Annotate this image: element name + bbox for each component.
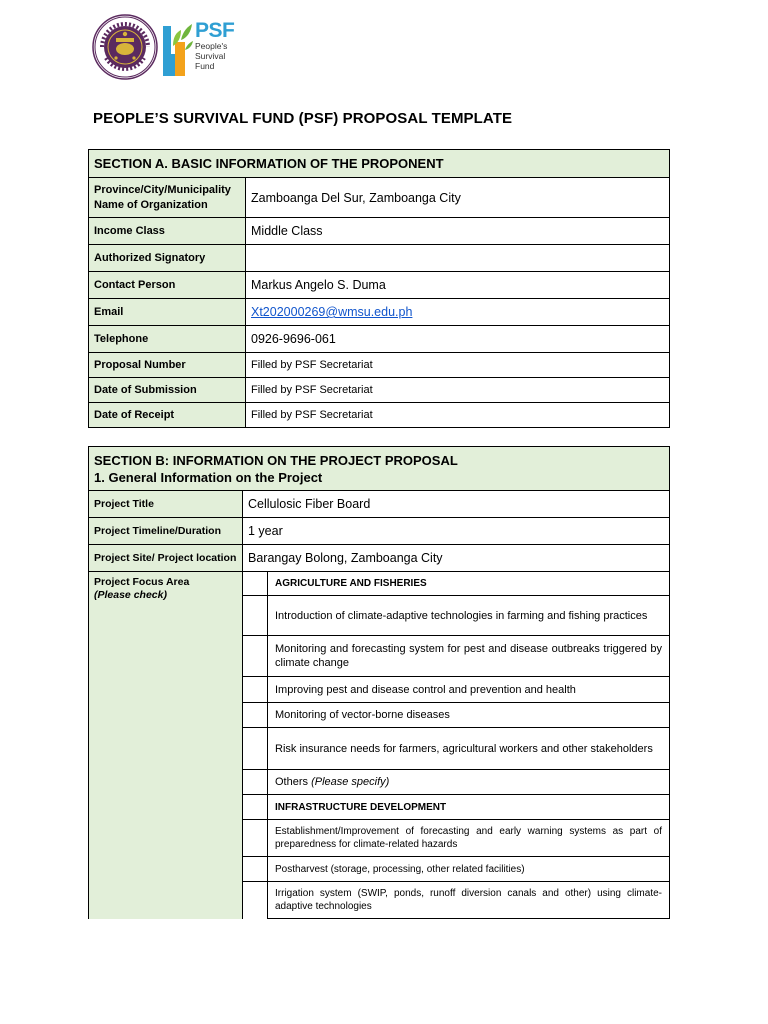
option-risk-insurance: Risk insurance needs for farmers, agricultural workers and other stakeholders	[268, 728, 670, 770]
email-link[interactable]: Xt202000269@wmsu.edu.ph	[251, 305, 413, 319]
project-title-value[interactable]: Cellulosic Fiber Board	[243, 491, 670, 518]
site-value[interactable]: Barangay Bolong, Zamboanga City	[243, 545, 670, 572]
section-b-heading	[89, 447, 670, 491]
income-class-value[interactable]: Middle Class	[246, 218, 670, 245]
date-submission-value: Filled by PSF Secretariat	[246, 378, 670, 403]
section-b-table	[88, 446, 670, 919]
province-value[interactable]: Zamboanga Del Sur, Zamboanga City	[246, 178, 670, 218]
date-submission-label: Date of Submission	[89, 378, 246, 403]
checkbox-cell[interactable]	[243, 882, 268, 919]
category-infrastructure: INFRASTRUCTURE DEVELOPMENT	[268, 795, 670, 820]
option-vector-borne: Monitoring of vector-borne diseases	[268, 703, 670, 728]
income-class-label: Income Class	[89, 218, 246, 245]
table-row	[89, 491, 670, 518]
table-row	[89, 245, 670, 272]
checkbox-cell[interactable]	[243, 728, 268, 770]
checkbox-cell[interactable]	[243, 677, 268, 703]
checkbox-cell[interactable]	[243, 596, 268, 636]
option-irrigation: Irrigation system (SWIP, ponds, runoff diversion canals and other) using climate-adaptive technologies	[268, 882, 670, 919]
checkbox-cell[interactable]	[243, 703, 268, 728]
section-a-heading-row	[89, 150, 670, 178]
timeline-value[interactable]: 1 year	[243, 518, 670, 545]
table-row	[89, 353, 670, 378]
focus-area-sub: (Please check)	[94, 589, 167, 601]
proposal-number-value: Filled by PSF Secretariat	[246, 353, 670, 378]
option-postharvest: Postharvest (storage, processing, other related facilities)	[268, 857, 670, 882]
dof-seal-icon	[92, 14, 158, 80]
focus-area-label-cell	[89, 572, 243, 919]
province-label: Province/City/Municipality Name of Organization	[89, 178, 246, 218]
section-b-heading-line2: 1. General Information on the Project	[94, 469, 323, 485]
table-row	[89, 545, 670, 572]
telephone-label: Telephone	[89, 326, 246, 353]
document-title: PEOPLE’S SURVIVAL FUND (PSF) PROPOSAL TEMPLATE	[93, 110, 513, 127]
option-early-warning: Establishment/Improvement of forecasting and early warning systems as part of preparedness for climate-related hazards	[268, 820, 670, 857]
checkbox-cell[interactable]	[243, 770, 268, 795]
telephone-value[interactable]: 0926-9696-061	[246, 326, 670, 353]
section-a-heading: SECTION A. BASIC INFORMATION OF THE PROPONENT	[89, 150, 670, 178]
table-row	[89, 572, 670, 596]
signatory-value[interactable]	[246, 245, 670, 272]
signatory-label: Authorized Signatory	[89, 245, 246, 272]
contact-person-value[interactable]: Markus Angelo S. Duma	[246, 272, 670, 299]
checkbox-cell[interactable]	[243, 857, 268, 882]
checkbox-cell[interactable]	[243, 636, 268, 677]
table-row	[89, 272, 670, 299]
checkbox-cell[interactable]	[243, 820, 268, 857]
section-a-table	[88, 149, 670, 428]
option-pest-forecasting: Monitoring and forecasting system for pest and disease outbreaks triggered by climate change	[268, 636, 670, 677]
option-climate-adaptive-tech: Introduction of climate-adaptive technologies in farming and fishing practices	[268, 596, 670, 636]
section-b-heading-line1: SECTION B: INFORMATION ON THE PROJECT PROPOSAL	[94, 452, 458, 468]
proposal-number-label: Proposal Number	[89, 353, 246, 378]
checkbox-cell[interactable]	[243, 795, 268, 820]
option-pest-control: Improving pest and disease control and prevention and health	[268, 677, 670, 703]
focus-area-label: Project Focus Area	[94, 576, 190, 588]
section-b-heading-row	[89, 447, 670, 491]
table-row	[89, 326, 670, 353]
date-receipt-value: Filled by PSF Secretariat	[246, 403, 670, 428]
psf-logo-icon	[161, 16, 193, 76]
psf-full-line2: Survival	[195, 51, 226, 61]
timeline-label: Project Timeline/Duration	[89, 518, 243, 545]
option-others-specify: (Please specify)	[311, 776, 390, 788]
psf-full-line3: Fund	[195, 61, 215, 71]
category-agriculture: AGRICULTURE AND FISHERIES	[268, 572, 670, 596]
table-row	[89, 178, 670, 218]
psf-wordmark	[195, 20, 234, 71]
psf-full-line1: People's	[195, 41, 228, 51]
contact-person-label: Contact Person	[89, 272, 246, 299]
project-title-label: Project Title	[89, 491, 243, 518]
table-row	[89, 218, 670, 245]
option-others-cell	[268, 770, 670, 795]
email-label: Email	[89, 299, 246, 326]
option-others: Others	[275, 776, 309, 788]
date-receipt-label: Date of Receipt	[89, 403, 246, 428]
table-row	[89, 378, 670, 403]
table-row	[89, 299, 670, 326]
psf-abbr: PSF	[195, 19, 235, 42]
email-value-cell	[246, 299, 670, 326]
table-row	[89, 403, 670, 428]
checkbox-cell[interactable]	[243, 572, 268, 596]
site-label: Project Site/ Project location	[89, 545, 243, 572]
table-row	[89, 518, 670, 545]
